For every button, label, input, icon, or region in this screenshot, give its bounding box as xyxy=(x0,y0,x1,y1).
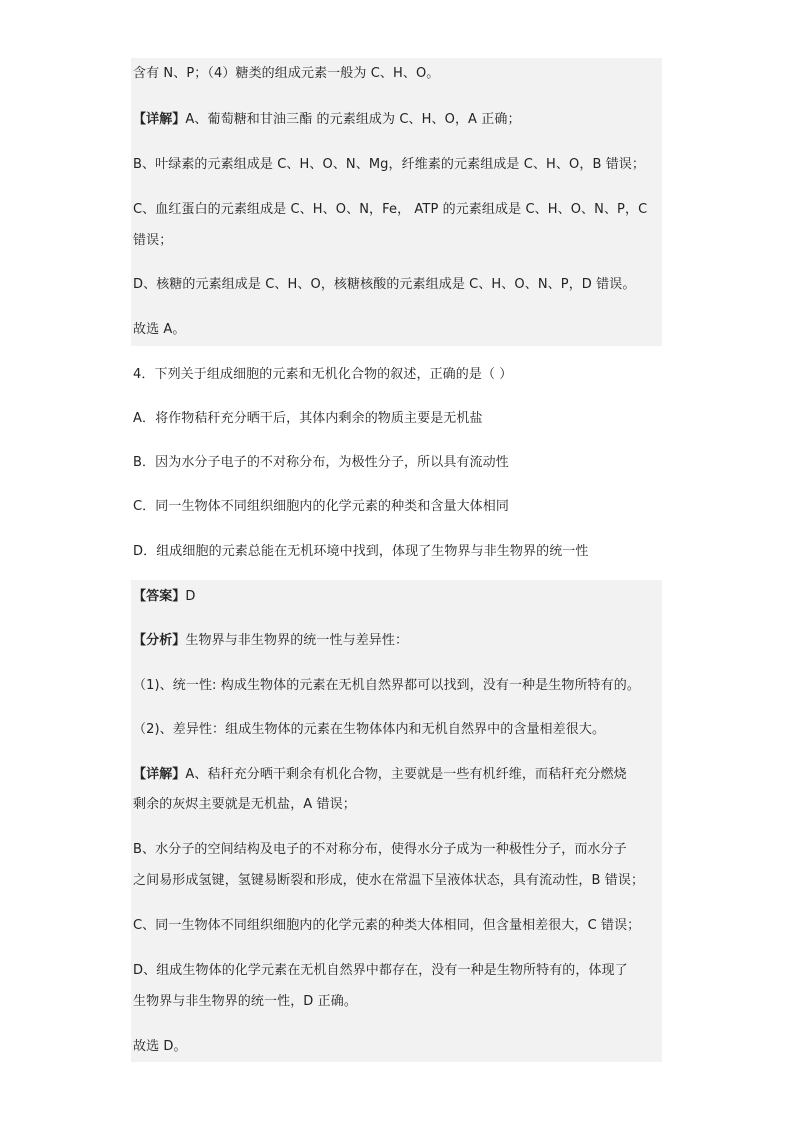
analysis-point-2: （2)、差异性：组成生物体的元素在生物体体内和无机自然界中的含量相差很大。 xyxy=(133,722,606,737)
intro-line: 含有 N、P；（4）糖类的组成元素一般为 C、H、O。 xyxy=(133,66,440,81)
detail-text: A、葡萄糖和甘油三酯 的元素组成为 C、H、O，A 正确； xyxy=(185,112,521,127)
option-a: A．将作物秸秆充分晒干后，其体内剩余的物质主要是无机盐 xyxy=(133,411,483,426)
answer-label: 【答案】 xyxy=(133,589,186,604)
option-d: D．组成细胞的元素总能在无机环境中找到，体现了生物界与非生物界的统一性 xyxy=(133,544,589,559)
detail2-line-c: C、同一生物体不同组织细胞内的化学元素的种类大体相同，但含量相差很大，C 错误； xyxy=(133,918,641,933)
detail-line-c-1: C、血红蛋白的元素组成是 C、H、O、N，Fe， ATP 的元素组成是 C、H、O、N、P，C xyxy=(133,202,648,217)
analysis-text: 生物界与非生物界的统一性与差异性： xyxy=(185,633,409,648)
answer-line xyxy=(133,589,196,605)
question-stem: 4．下列关于组成细胞的元素和无机化合物的叙述，正确的是（ ） xyxy=(133,367,513,382)
option-b: B．因为水分子电子的不对称分布，为极性分子，所以具有流动性 xyxy=(133,455,509,470)
detail2-line-d-1: D、组成生物体的化学元素在无机自然界中都存在，没有一种是生物所特有的，体现了 xyxy=(133,963,628,978)
detail-line-a xyxy=(133,112,521,128)
detail2-line-b-1: B、水分子的空间结构及电子的不对称分布，使得水分子成为一种极性分子，而水分子 xyxy=(133,842,627,857)
detail-line-c-2: 错误； xyxy=(133,233,173,248)
analysis-point-1: （1)、统一性: 构成生物体的元素在无机自然界都可以找到，没有一种是生物所特有的。 xyxy=(133,678,640,693)
detail2-text-a1: A、秸秆充分晒干剩余有机化合物，主要就是一些有机纤维，而秸秆充分燃烧 xyxy=(185,767,627,782)
detail2-line-a-1 xyxy=(133,767,627,783)
detail2-line-d-2: 生物界与非生物界的统一性，D 正确。 xyxy=(133,994,357,1009)
detail-line-d: D、核糖的元素组成是 C、H、O，核糖核酸的元素组成是 C、H、O、N、P，D 错误。 xyxy=(133,277,636,292)
conclusion-line: 故选 A。 xyxy=(133,322,186,337)
explanation-block-2 xyxy=(131,580,662,1062)
option-c: C．同一生物体不同组织细胞内的化学元素的种类和含量大体相同 xyxy=(133,499,509,514)
detail-line-b: B、叶绿素的元素组成是 C、H、O、N、Mg，纤维素的元素组成是 C、H、O，B 错误； xyxy=(133,157,645,172)
detail2-line-b-2: 之间易形成氢键，氢键易断裂和形成，使水在常温下呈液体状态，具有流动性，B 错误； xyxy=(133,873,645,888)
detail2-label: 【详解】 xyxy=(133,767,186,782)
detail-label: 【详解】 xyxy=(133,112,186,127)
conclusion2-line: 故选 D。 xyxy=(133,1039,187,1054)
analysis-label: 【分析】 xyxy=(133,633,186,648)
analysis-line xyxy=(133,633,408,649)
answer-value: D xyxy=(185,589,196,604)
detail2-line-a-2: 剩余的灰烬主要就是无机盐，A 错误； xyxy=(133,797,356,812)
